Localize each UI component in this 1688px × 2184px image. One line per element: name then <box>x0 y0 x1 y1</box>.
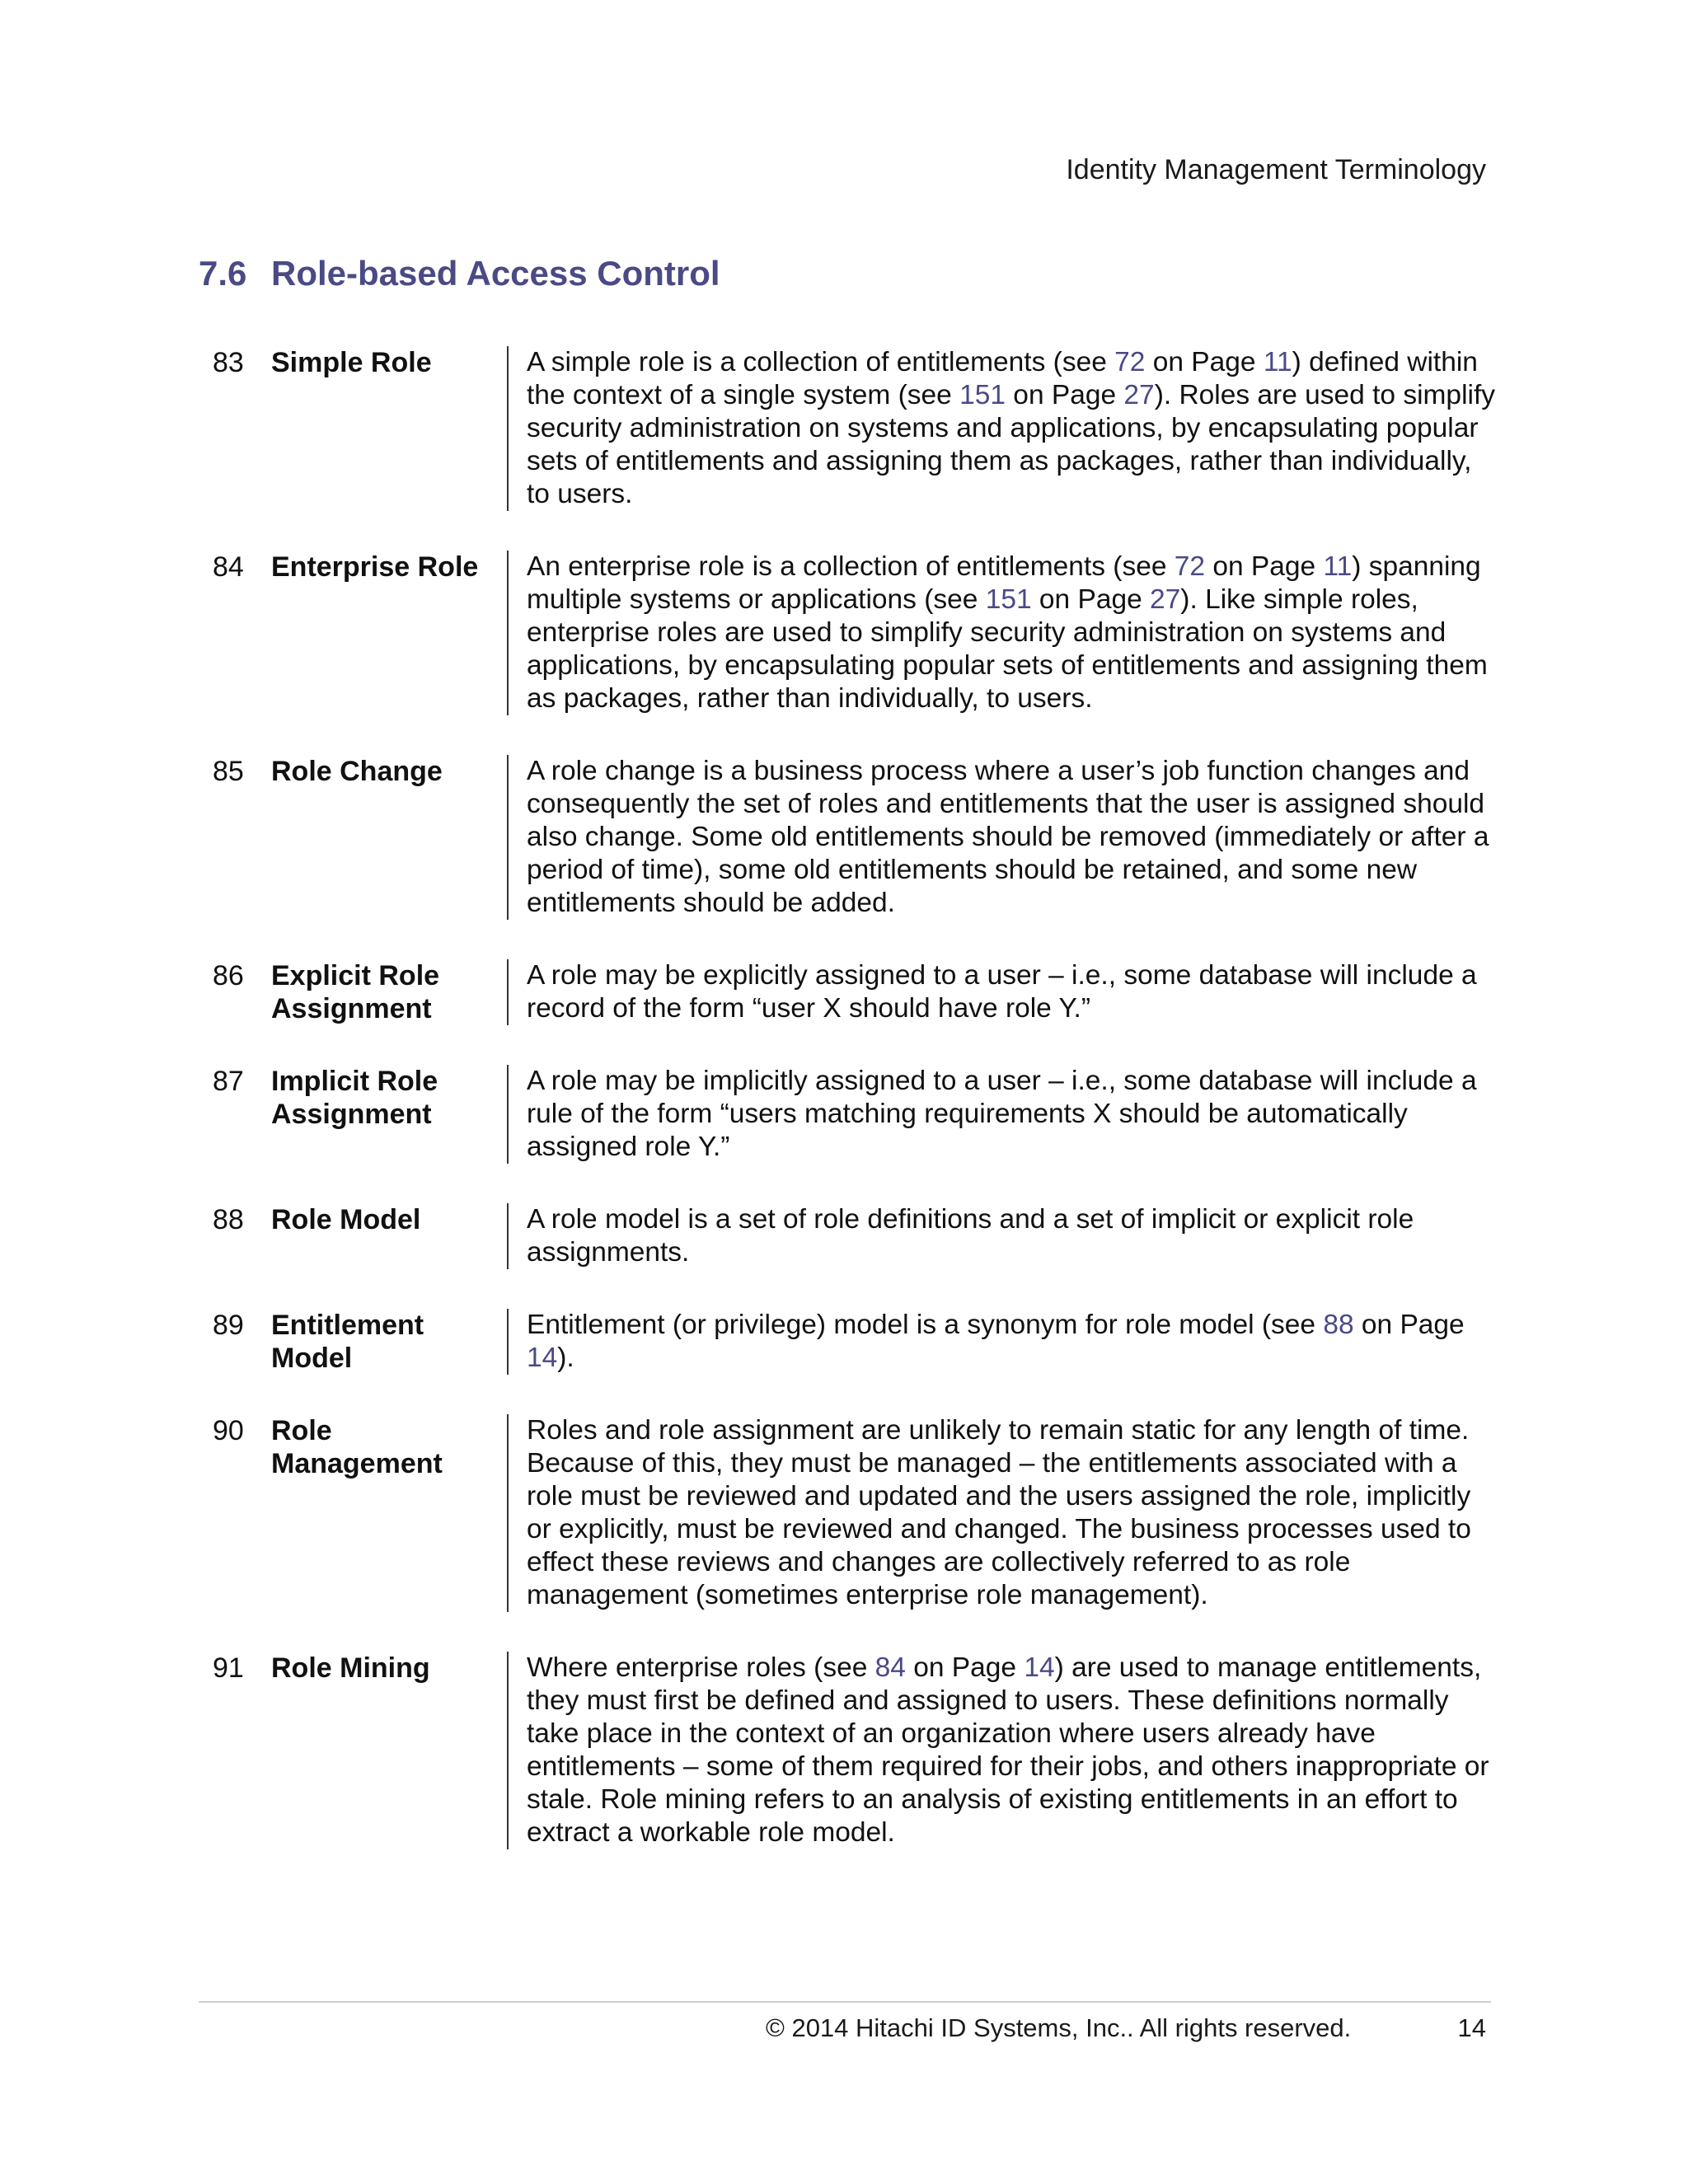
cross-reference-link[interactable]: 84 <box>874 1652 906 1683</box>
definition-text: A role may be implicitly assigned to a user – i.e., some database will include a rule of the form “users matching requirements X should be automatically assigned role Y.” <box>527 1066 1477 1162</box>
cross-reference-link[interactable]: 151 <box>959 380 1006 410</box>
section-title-text: Role-based Access Control <box>271 254 720 293</box>
cross-reference-link[interactable]: 72 <box>1174 551 1206 582</box>
entry-term: Entitlement Model <box>271 1310 424 1374</box>
definition-text: on Page <box>905 1652 1025 1683</box>
glossary-entry <box>0 1203 1688 1269</box>
definition-text: Roles and role assignment are unlikely to remain static for any length of time. Because of this, they must be managed – the entitlements associated with a role must be reviewed and updated and the users assigned the role, implicitly or explicitly, must be reviewed and changed. The business processes used to effect these reviews and changes are collectively referred to as role management (sometimes enterprise role management). <box>527 1415 1471 1610</box>
definition-text: on Page <box>1353 1310 1465 1340</box>
definition-text: ). Roles are used to simplify security administration on systems and applications, by encapsulating popular sets of entitlements and assigning them as packages, rather than individually, to users. <box>527 380 1496 509</box>
page-number: 14 <box>1457 2013 1486 2042</box>
definition-text: on Page <box>1031 584 1151 615</box>
entry-term: Explicit Role Assignment <box>271 960 440 1024</box>
definition-text: Where enterprise roles (see <box>527 1652 875 1683</box>
entry-number: 89 <box>213 1310 244 1341</box>
definition-text: ) are used to manage entitlements, they must first be defined and assigned to users. These definitions normally take place in the context of an organization where users already have entitlements – some of them required for their jobs, and others inappropriate or stale. Role mining refers to an analysis of existing entitlements in an effort to extract a workable role model. <box>527 1652 1489 1848</box>
entry-number: 84 <box>213 551 244 583</box>
footer-divider <box>199 2001 1491 2003</box>
section-title <box>199 252 720 295</box>
cross-reference-link[interactable]: 11 <box>1263 347 1292 377</box>
entry-definition <box>507 1652 1499 1849</box>
glossary-entry <box>0 1065 1688 1164</box>
definition-text: ) spanning multiple systems or applications (see <box>527 551 1481 615</box>
glossary-entry <box>0 959 1688 1025</box>
entry-definition <box>507 1309 1499 1375</box>
entry-term: Implicit Role Assignment <box>271 1066 438 1130</box>
cross-reference-link[interactable]: 151 <box>985 584 1032 615</box>
entry-number: 91 <box>213 1652 244 1684</box>
entry-definition <box>507 1414 1499 1612</box>
entry-number: 90 <box>213 1415 244 1446</box>
cross-reference-link[interactable]: 27 <box>1123 380 1155 410</box>
glossary-entry <box>0 755 1688 920</box>
entry-term: Simple Role <box>271 347 432 378</box>
footer-copyright: © 2014 Hitachi ID Systems, Inc.. All rights reserved. <box>766 2013 1352 2042</box>
entry-term: Role Change <box>271 756 443 787</box>
definition-text: on Page <box>1205 551 1324 582</box>
cross-reference-link[interactable]: 11 <box>1323 551 1353 582</box>
cross-reference-link[interactable]: 14 <box>527 1343 558 1373</box>
definition-text: A role change is a business process where a user’s job function changes and consequently the set of roles and entitlements that the user is assigned should also change. Some old entitlements should be removed (immediately or after a period of time), some old entitlements should be retained, and some new entitlements should be added. <box>527 756 1489 918</box>
glossary-entry <box>0 551 1688 715</box>
glossary-entry <box>0 1414 1688 1612</box>
cross-reference-link[interactable]: 88 <box>1323 1310 1354 1340</box>
entry-definition <box>507 1203 1499 1269</box>
definition-text: ) defined within the context of a single system (see <box>527 347 1478 410</box>
glossary-list <box>0 346 1688 1889</box>
definition-text: ). <box>557 1343 574 1373</box>
definition-text: A role model is a set of role definitions and a set of implicit or explicit role assignments. <box>527 1204 1414 1268</box>
definition-text: ). Like simple roles, enterprise roles are used to simplify security administration on systems and applications, by encapsulating popular sets of entitlements and assigning them as packages, rather than individually, to users. <box>527 584 1488 714</box>
section-number: 7.6 <box>199 254 247 293</box>
definition-text: An enterprise role is a collection of entitlements (see <box>527 551 1175 582</box>
entry-term: Role Mining <box>271 1652 430 1684</box>
entry-number: 85 <box>213 756 244 787</box>
entry-number: 83 <box>213 347 244 378</box>
glossary-entry <box>0 1652 1688 1849</box>
definition-text: A simple role is a collection of entitlements (see <box>527 347 1115 377</box>
entry-definition <box>507 959 1499 1025</box>
cross-reference-link[interactable]: 14 <box>1024 1652 1055 1683</box>
entry-number: 86 <box>213 960 244 991</box>
definition-text: Entitlement (or privilege) model is a synonym for role model (see <box>527 1310 1324 1340</box>
cross-reference-link[interactable]: 27 <box>1150 584 1181 615</box>
entry-definition <box>507 346 1499 511</box>
running-header: Identity Management Terminology <box>1066 154 1486 185</box>
glossary-entry <box>0 1309 1688 1375</box>
entry-term: Role Model <box>271 1204 421 1235</box>
entry-term: Enterprise Role <box>271 551 479 583</box>
entry-definition <box>507 1065 1499 1164</box>
entry-number: 87 <box>213 1066 244 1097</box>
entry-term: Role Management <box>271 1415 443 1479</box>
entry-definition <box>507 551 1499 715</box>
definition-text: on Page <box>1006 380 1124 410</box>
definition-text: on Page <box>1145 347 1264 377</box>
glossary-entry <box>0 346 1688 511</box>
cross-reference-link[interactable]: 72 <box>1114 347 1146 377</box>
entry-number: 88 <box>213 1204 244 1235</box>
definition-text: A role may be explicitly assigned to a user – i.e., some database will include a record of the form “user X should have role Y.” <box>527 960 1477 1024</box>
entry-definition <box>507 755 1499 920</box>
